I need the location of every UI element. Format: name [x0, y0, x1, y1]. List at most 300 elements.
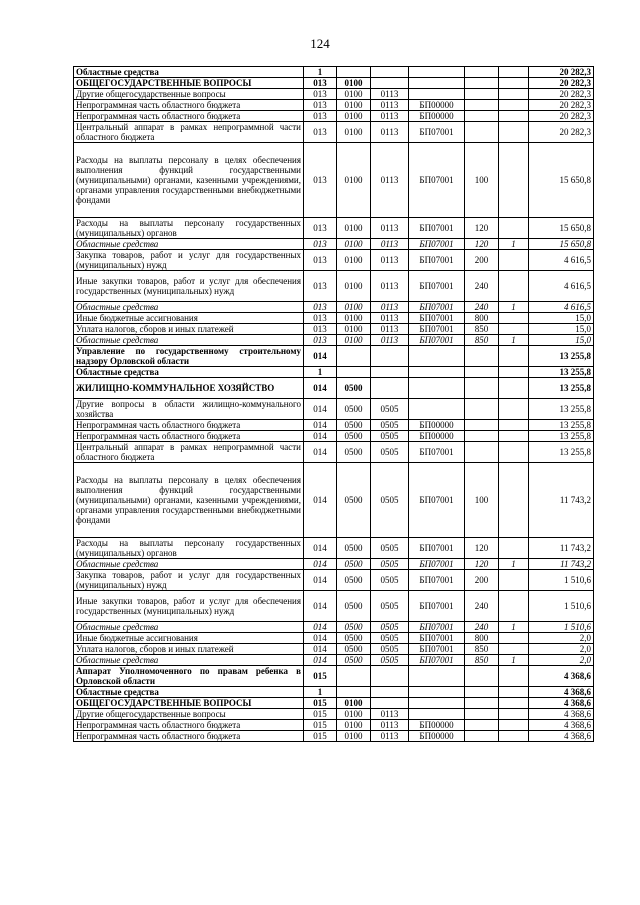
- row-grbs-code: 014: [304, 591, 337, 622]
- row-section-code: 0500: [337, 420, 371, 431]
- row-target-code: [409, 666, 465, 687]
- row-expense-type: [465, 666, 499, 687]
- row-grbs-code: 015: [304, 709, 337, 720]
- row-expense-type: [465, 346, 499, 367]
- row-amount: 4 368,6: [529, 687, 594, 698]
- row-section-code: 0500: [337, 399, 371, 420]
- row-subsection-code: 0113: [371, 302, 409, 313]
- row-name: Иные бюджетные ассигнования: [74, 313, 304, 324]
- row-amount: 4 368,6: [529, 720, 594, 731]
- row-source-code: 1: [499, 239, 529, 250]
- row-source-code: [499, 218, 529, 239]
- row-amount: 2,0: [529, 655, 594, 666]
- row-target-code: [409, 698, 465, 709]
- row-subsection-code: 0505: [371, 420, 409, 431]
- row-name: Областные средства: [74, 239, 304, 250]
- row-section-code: 0100: [337, 698, 371, 709]
- row-target-code: [409, 367, 465, 378]
- row-expense-type: [465, 378, 499, 399]
- row-target-code: БП00000: [409, 720, 465, 731]
- row-subsection-code: 0505: [371, 538, 409, 559]
- row-grbs-code: 014: [304, 431, 337, 442]
- table-row: [74, 622, 594, 633]
- row-target-code: БП07001: [409, 335, 465, 346]
- table-row: [74, 100, 594, 111]
- row-source-code: [499, 687, 529, 698]
- row-subsection-code: 0505: [371, 655, 409, 666]
- row-name: Закупка товаров, работ и услуг для государственных (муниципальных) нужд: [74, 250, 304, 271]
- table-row: [74, 378, 594, 399]
- row-expense-type: 200: [465, 570, 499, 591]
- row-name: Непрограммная часть областного бюджета: [74, 431, 304, 442]
- row-expense-type: 240: [465, 302, 499, 313]
- row-grbs-code: 014: [304, 622, 337, 633]
- row-amount: 1 510,6: [529, 591, 594, 622]
- table-row: [74, 633, 594, 644]
- table-row: [74, 271, 594, 302]
- row-subsection-code: [371, 78, 409, 89]
- row-target-code: БП07001: [409, 218, 465, 239]
- row-subsection-code: 0113: [371, 324, 409, 335]
- row-expense-type: [465, 100, 499, 111]
- row-target-code: БП07001: [409, 633, 465, 644]
- row-subsection-code: 0113: [371, 100, 409, 111]
- row-source-code: [499, 367, 529, 378]
- row-grbs-code: 014: [304, 655, 337, 666]
- row-section-code: 0500: [337, 644, 371, 655]
- row-name: Областные средства: [74, 559, 304, 570]
- table-row: [74, 399, 594, 420]
- row-grbs-code: 015: [304, 720, 337, 731]
- row-target-code: БП07001: [409, 655, 465, 666]
- row-expense-type: [465, 420, 499, 431]
- row-name: Непрограммная часть областного бюджета: [74, 111, 304, 122]
- row-name: Областные средства: [74, 335, 304, 346]
- row-target-code: БП07001: [409, 143, 465, 218]
- row-subsection-code: 0113: [371, 89, 409, 100]
- row-subsection-code: 0113: [371, 250, 409, 271]
- table-row: [74, 720, 594, 731]
- page-number: 124: [310, 36, 330, 51]
- row-grbs-code: 014: [304, 420, 337, 431]
- row-amount: 20 282,3: [529, 100, 594, 111]
- table-row: [74, 239, 594, 250]
- row-section-code: 0100: [337, 218, 371, 239]
- row-amount: 11 743,2: [529, 559, 594, 570]
- row-subsection-code: 0505: [371, 399, 409, 420]
- row-target-code: [409, 89, 465, 100]
- table-row: [74, 346, 594, 367]
- table-row: [74, 538, 594, 559]
- row-expense-type: 120: [465, 239, 499, 250]
- row-section-code: 0100: [337, 143, 371, 218]
- row-expense-type: [465, 442, 499, 463]
- row-amount: 15,0: [529, 335, 594, 346]
- row-subsection-code: 0505: [371, 644, 409, 655]
- row-section-code: 0500: [337, 442, 371, 463]
- row-section-code: 0100: [337, 324, 371, 335]
- row-target-code: БП07001: [409, 122, 465, 143]
- row-target-code: БП07001: [409, 313, 465, 324]
- row-target-code: БП07001: [409, 271, 465, 302]
- row-name: Расходы на выплаты персоналу государственных (муниципальных) органов: [74, 538, 304, 559]
- row-grbs-code: 014: [304, 633, 337, 644]
- row-grbs-code: 013: [304, 89, 337, 100]
- row-expense-type: 120: [465, 538, 499, 559]
- row-subsection-code: 0113: [371, 143, 409, 218]
- row-target-code: БП00000: [409, 431, 465, 442]
- row-source-code: 1: [499, 622, 529, 633]
- row-amount: 20 282,3: [529, 78, 594, 89]
- row-grbs-code: 013: [304, 239, 337, 250]
- row-source-code: [499, 271, 529, 302]
- row-grbs-code: 015: [304, 666, 337, 687]
- row-grbs-code: 015: [304, 698, 337, 709]
- row-subsection-code: 0505: [371, 633, 409, 644]
- row-name: Иные закупки товаров, работ и услуг для обеспечения государственных (муниципальных) нужд: [74, 271, 304, 302]
- row-source-code: [499, 250, 529, 271]
- row-grbs-code: 013: [304, 335, 337, 346]
- row-target-code: БП07001: [409, 250, 465, 271]
- row-section-code: 0100: [337, 239, 371, 250]
- row-section-code: 0500: [337, 559, 371, 570]
- row-section-code: [337, 687, 371, 698]
- row-source-code: [499, 122, 529, 143]
- row-section-code: [337, 346, 371, 367]
- table-row: [74, 78, 594, 89]
- row-source-code: [499, 346, 529, 367]
- row-name: Расходы на выплаты персоналу государственных (муниципальных) органов: [74, 218, 304, 239]
- row-grbs-code: 013: [304, 324, 337, 335]
- row-grbs-code: 013: [304, 111, 337, 122]
- row-expense-type: 200: [465, 250, 499, 271]
- row-target-code: БП07001: [409, 442, 465, 463]
- row-amount: 15 650,8: [529, 218, 594, 239]
- row-name: Областные средства: [74, 367, 304, 378]
- row-name: ОБЩЕГОСУДАРСТВЕННЫЕ ВОПРОСЫ: [74, 78, 304, 89]
- row-amount: 13 255,8: [529, 346, 594, 367]
- row-expense-type: 850: [465, 335, 499, 346]
- row-source-code: [499, 324, 529, 335]
- row-source-code: [499, 143, 529, 218]
- row-amount: 4 616,5: [529, 271, 594, 302]
- row-section-code: 0500: [337, 378, 371, 399]
- row-subsection-code: 0113: [371, 731, 409, 742]
- row-section-code: 0100: [337, 122, 371, 143]
- row-subsection-code: [371, 67, 409, 78]
- row-name: Уплата налогов, сборов и иных платежей: [74, 644, 304, 655]
- row-expense-type: [465, 698, 499, 709]
- row-amount: 15 650,8: [529, 239, 594, 250]
- row-name: Непрограммная часть областного бюджета: [74, 720, 304, 731]
- row-subsection-code: [371, 666, 409, 687]
- table-row: [74, 122, 594, 143]
- row-source-code: [499, 463, 529, 538]
- row-target-code: БП07001: [409, 591, 465, 622]
- row-target-code: [409, 78, 465, 89]
- row-source-code: [499, 591, 529, 622]
- row-section-code: 0500: [337, 538, 371, 559]
- row-source-code: [499, 698, 529, 709]
- row-target-code: [409, 346, 465, 367]
- row-grbs-code: 014: [304, 463, 337, 538]
- row-grbs-code: 014: [304, 644, 337, 655]
- budget-table: [73, 66, 594, 742]
- row-target-code: БП00000: [409, 111, 465, 122]
- table-row: [74, 687, 594, 698]
- row-target-code: БП07001: [409, 570, 465, 591]
- row-target-code: БП07001: [409, 559, 465, 570]
- row-source-code: [499, 570, 529, 591]
- row-expense-type: [465, 122, 499, 143]
- table-row: [74, 218, 594, 239]
- row-amount: 13 255,8: [529, 367, 594, 378]
- row-source-code: [499, 431, 529, 442]
- row-section-code: 0100: [337, 335, 371, 346]
- row-subsection-code: 0113: [371, 335, 409, 346]
- row-grbs-code: 013: [304, 78, 337, 89]
- row-amount: 4 616,5: [529, 250, 594, 271]
- row-source-code: [499, 731, 529, 742]
- row-subsection-code: 0505: [371, 622, 409, 633]
- table-row: [74, 570, 594, 591]
- row-expense-type: [465, 687, 499, 698]
- table-row: [74, 335, 594, 346]
- table-row: [74, 250, 594, 271]
- row-subsection-code: 0113: [371, 239, 409, 250]
- row-source-code: 1: [499, 335, 529, 346]
- row-grbs-code: 1: [304, 367, 337, 378]
- row-subsection-code: 0505: [371, 463, 409, 538]
- row-source-code: [499, 399, 529, 420]
- row-target-code: БП07001: [409, 622, 465, 633]
- table-row: [74, 666, 594, 687]
- row-name: Областные средства: [74, 302, 304, 313]
- row-expense-type: [465, 67, 499, 78]
- row-name: Непрограммная часть областного бюджета: [74, 731, 304, 742]
- table-row: [74, 89, 594, 100]
- row-amount: 4 368,6: [529, 709, 594, 720]
- row-amount: 20 282,3: [529, 89, 594, 100]
- row-grbs-code: 014: [304, 399, 337, 420]
- row-amount: 4 368,6: [529, 666, 594, 687]
- row-expense-type: [465, 709, 499, 720]
- row-grbs-code: 013: [304, 122, 337, 143]
- row-source-code: [499, 67, 529, 78]
- row-grbs-code: 014: [304, 442, 337, 463]
- row-source-code: [499, 442, 529, 463]
- row-name: Центральный аппарат в рамках непрограммной части областного бюджета: [74, 442, 304, 463]
- row-amount: 20 282,3: [529, 122, 594, 143]
- row-source-code: 1: [499, 655, 529, 666]
- row-name: Аппарат Уполномоченного по правам ребенка в Орловской области: [74, 666, 304, 687]
- row-target-code: [409, 687, 465, 698]
- row-expense-type: 120: [465, 218, 499, 239]
- table-row: [74, 655, 594, 666]
- row-subsection-code: 0505: [371, 442, 409, 463]
- row-source-code: [499, 89, 529, 100]
- row-section-code: 0500: [337, 570, 371, 591]
- row-target-code: БП00000: [409, 731, 465, 742]
- row-name: Непрограммная часть областного бюджета: [74, 420, 304, 431]
- row-subsection-code: 0113: [371, 709, 409, 720]
- row-expense-type: [465, 111, 499, 122]
- row-source-code: [499, 420, 529, 431]
- table-row: [74, 420, 594, 431]
- row-expense-type: [465, 731, 499, 742]
- row-source-code: [499, 100, 529, 111]
- row-subsection-code: 0505: [371, 559, 409, 570]
- row-target-code: БП07001: [409, 538, 465, 559]
- row-grbs-code: 014: [304, 538, 337, 559]
- row-amount: 20 282,3: [529, 67, 594, 78]
- row-expense-type: [465, 720, 499, 731]
- row-source-code: 1: [499, 559, 529, 570]
- row-target-code: [409, 67, 465, 78]
- row-expense-type: [465, 431, 499, 442]
- table-row: [74, 709, 594, 720]
- budget-table-body: [74, 67, 594, 742]
- row-expense-type: 100: [465, 143, 499, 218]
- row-name: Закупка товаров, работ и услуг для государственных (муниципальных) нужд: [74, 570, 304, 591]
- table-row: [74, 644, 594, 655]
- row-subsection-code: [371, 346, 409, 367]
- row-name: Иные закупки товаров, работ и услуг для обеспечения государственных (муниципальных) нужд: [74, 591, 304, 622]
- row-section-code: 0100: [337, 250, 371, 271]
- row-target-code: БП07001: [409, 324, 465, 335]
- row-target-code: [409, 399, 465, 420]
- row-name: Областные средства: [74, 67, 304, 78]
- row-section-code: 0100: [337, 89, 371, 100]
- table-row: [74, 591, 594, 622]
- row-target-code: БП07001: [409, 644, 465, 655]
- row-name: ОБЩЕГОСУДАРСТВЕННЫЕ ВОПРОСЫ: [74, 698, 304, 709]
- row-grbs-code: 013: [304, 143, 337, 218]
- row-subsection-code: 0113: [371, 122, 409, 143]
- row-name: Другие общегосударственные вопросы: [74, 709, 304, 720]
- row-name: Областные средства: [74, 655, 304, 666]
- row-expense-type: [465, 367, 499, 378]
- row-section-code: 0100: [337, 313, 371, 324]
- row-source-code: [499, 538, 529, 559]
- row-section-code: 0500: [337, 655, 371, 666]
- row-subsection-code: 0113: [371, 271, 409, 302]
- row-expense-type: 850: [465, 324, 499, 335]
- row-subsection-code: 0113: [371, 111, 409, 122]
- row-section-code: 0100: [337, 720, 371, 731]
- row-subsection-code: 0505: [371, 570, 409, 591]
- row-grbs-code: 013: [304, 250, 337, 271]
- row-target-code: БП07001: [409, 302, 465, 313]
- row-amount: 13 255,8: [529, 442, 594, 463]
- row-name: Областные средства: [74, 622, 304, 633]
- row-section-code: [337, 666, 371, 687]
- row-grbs-code: 014: [304, 346, 337, 367]
- row-amount: 11 743,2: [529, 538, 594, 559]
- row-target-code: БП07001: [409, 239, 465, 250]
- row-section-code: 0500: [337, 622, 371, 633]
- row-amount: 20 282,3: [529, 111, 594, 122]
- row-amount: 1 510,6: [529, 622, 594, 633]
- row-name: Областные средства: [74, 687, 304, 698]
- row-amount: 13 255,8: [529, 420, 594, 431]
- row-section-code: [337, 367, 371, 378]
- row-source-code: [499, 644, 529, 655]
- row-name: Другие вопросы в области жилищно-коммунального хозяйства: [74, 399, 304, 420]
- row-source-code: [499, 378, 529, 399]
- row-name: Другие общегосударственные вопросы: [74, 89, 304, 100]
- table-row: [74, 698, 594, 709]
- table-row: [74, 313, 594, 324]
- row-amount: 4 616,5: [529, 302, 594, 313]
- row-source-code: [499, 78, 529, 89]
- row-section-code: 0100: [337, 111, 371, 122]
- row-section-code: 0500: [337, 463, 371, 538]
- row-source-code: [499, 720, 529, 731]
- row-target-code: БП00000: [409, 420, 465, 431]
- row-subsection-code: [371, 378, 409, 399]
- row-source-code: 1: [499, 302, 529, 313]
- row-grbs-code: 013: [304, 271, 337, 302]
- row-subsection-code: 0505: [371, 591, 409, 622]
- table-row: [74, 324, 594, 335]
- row-source-code: [499, 709, 529, 720]
- row-section-code: 0500: [337, 633, 371, 644]
- row-grbs-code: 1: [304, 687, 337, 698]
- row-subsection-code: 0113: [371, 218, 409, 239]
- row-section-code: 0100: [337, 78, 371, 89]
- row-name: Управление по государственному строительному надзору Орловской области: [74, 346, 304, 367]
- row-amount: 4 368,6: [529, 698, 594, 709]
- row-name: Уплата налогов, сборов и иных платежей: [74, 324, 304, 335]
- row-name: ЖИЛИЩНО-КОММУНАЛЬНОЕ ХОЗЯЙСТВО: [74, 378, 304, 399]
- row-expense-type: 100: [465, 463, 499, 538]
- row-grbs-code: 013: [304, 100, 337, 111]
- row-name: Расходы на выплаты персоналу в целях обеспечения выполнения функций государственными (муниципальными) органами, казенными учреждениями, органами управления государственными внебюджетными фондами: [74, 463, 304, 538]
- row-target-code: БП07001: [409, 463, 465, 538]
- row-grbs-code: 014: [304, 378, 337, 399]
- table-row: [74, 302, 594, 313]
- row-expense-type: 800: [465, 313, 499, 324]
- row-amount: 1 510,6: [529, 570, 594, 591]
- row-name: Расходы на выплаты персоналу в целях обеспечения выполнения функций государственными (муниципальными) органами, казенными учреждениями, органами управления государственными внебюджетными фондами: [74, 143, 304, 218]
- row-amount: 13 255,8: [529, 399, 594, 420]
- row-name: Центральный аппарат в рамках непрограммной части областного бюджета: [74, 122, 304, 143]
- row-expense-type: 240: [465, 591, 499, 622]
- row-amount: 4 368,6: [529, 731, 594, 742]
- row-source-code: [499, 313, 529, 324]
- row-amount: 15,0: [529, 313, 594, 324]
- row-amount: 15 650,8: [529, 143, 594, 218]
- table-row: [74, 559, 594, 570]
- row-subsection-code: 0505: [371, 431, 409, 442]
- row-section-code: 0100: [337, 302, 371, 313]
- table-row: [74, 111, 594, 122]
- row-target-code: [409, 709, 465, 720]
- row-grbs-code: 1: [304, 67, 337, 78]
- table-row: [74, 463, 594, 538]
- row-name: Непрограммная часть областного бюджета: [74, 100, 304, 111]
- row-name: Иные бюджетные ассигнования: [74, 633, 304, 644]
- row-amount: 11 743,2: [529, 463, 594, 538]
- row-grbs-code: 013: [304, 218, 337, 239]
- row-expense-type: 850: [465, 655, 499, 666]
- row-expense-type: 240: [465, 622, 499, 633]
- row-expense-type: 120: [465, 559, 499, 570]
- row-amount: 15,0: [529, 324, 594, 335]
- row-subsection-code: [371, 367, 409, 378]
- row-grbs-code: 013: [304, 313, 337, 324]
